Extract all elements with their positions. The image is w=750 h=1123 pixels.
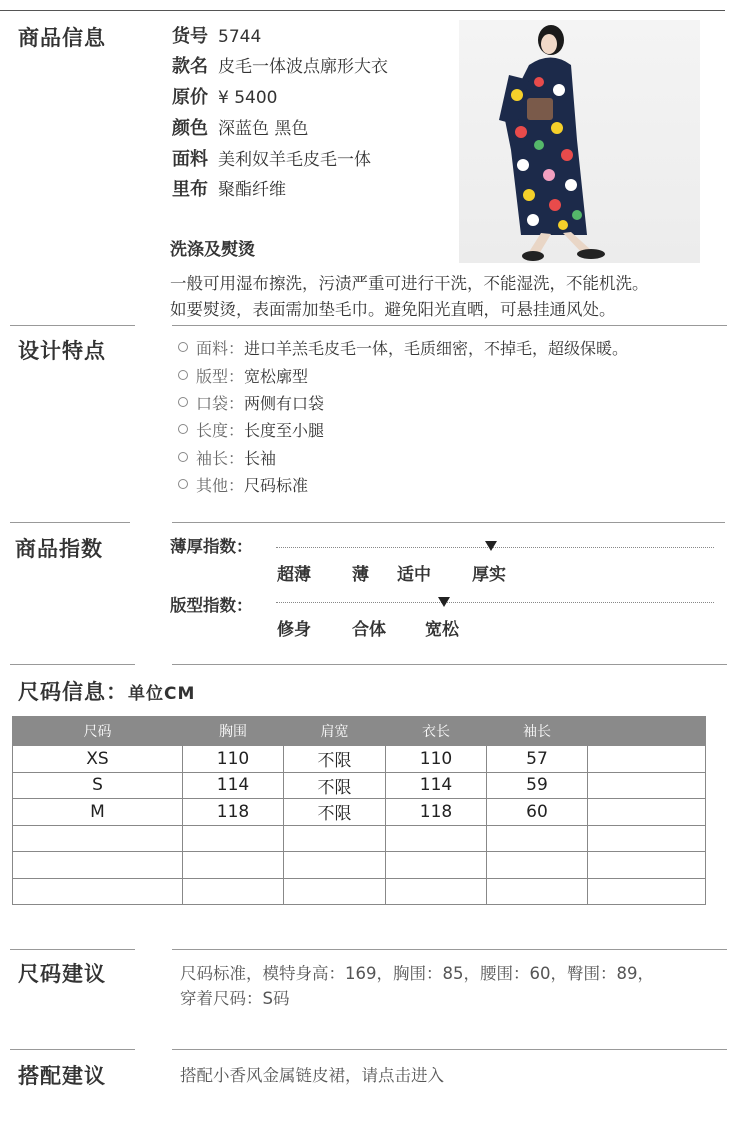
info-label: 货号	[172, 26, 208, 47]
bullet-icon	[178, 424, 188, 434]
thickness-option: 薄	[352, 565, 369, 585]
divider-right	[172, 325, 727, 326]
fit-option: 合体	[352, 620, 386, 640]
table-row	[13, 772, 706, 799]
cell	[588, 746, 706, 773]
cell	[284, 878, 386, 905]
bullet-icon	[178, 452, 188, 462]
product-photo	[459, 20, 700, 263]
info-value: 5744	[218, 27, 262, 47]
header-cell: 袖长	[487, 717, 588, 746]
info-label: 里布	[172, 179, 208, 200]
cell: 110	[183, 746, 284, 773]
fit-index-label: 版型指数：	[170, 596, 253, 615]
bullet-icon	[178, 397, 188, 407]
cell: 不限	[284, 746, 386, 773]
info-value: 聚酯纤维	[218, 180, 286, 200]
cell	[386, 825, 487, 852]
table-row	[13, 825, 706, 852]
cell	[588, 772, 706, 799]
info-label: 面料	[172, 149, 208, 170]
table-row	[13, 852, 706, 879]
table-row	[13, 799, 706, 826]
care-text-line2: 如要熨烫，表面需加垫毛巾。避免阳光直晒，可悬挂通风处。	[170, 300, 616, 319]
info-value: 皮毛一体波点廓形大衣	[218, 57, 388, 77]
cell	[13, 825, 183, 852]
cell	[13, 852, 183, 879]
info-row-lining	[172, 175, 286, 201]
info-value: 美利奴羊毛皮毛一体	[218, 150, 371, 170]
thickness-option: 适中	[397, 565, 431, 585]
divider-right	[172, 949, 727, 950]
cell	[284, 825, 386, 852]
header-cell: 肩宽	[284, 717, 386, 746]
cell: XS	[13, 746, 183, 773]
fit-marker-icon	[438, 597, 450, 607]
info-row-fabric	[172, 145, 371, 171]
divider-left	[10, 325, 135, 326]
cell: 114	[386, 772, 487, 799]
size-table	[12, 716, 706, 905]
size-advice-line1: 尺码标准，模特身高：169，胸围：85，腰围：60，臀围：89，	[180, 964, 654, 983]
cell	[284, 852, 386, 879]
feature-item: 面料：进口羊羔毛皮毛一体，毛质细密，不掉毛，超级保暖。	[178, 336, 628, 359]
cell: 57	[487, 746, 588, 773]
cell: S	[13, 772, 183, 799]
info-row-price	[172, 83, 277, 109]
table-row	[13, 746, 706, 773]
feature-item: 袖长：长袖	[178, 446, 276, 469]
size-unit: 单位CM	[128, 684, 196, 704]
cell: 110	[386, 746, 487, 773]
top-divider	[0, 10, 725, 11]
divider-left	[10, 949, 135, 950]
section-title-index: 商品指数	[15, 537, 103, 561]
cell: 118	[183, 799, 284, 826]
cell: M	[13, 799, 183, 826]
cell	[588, 825, 706, 852]
info-value: 深蓝色 黑色	[218, 119, 309, 139]
model-illustration	[459, 20, 700, 263]
cell	[183, 852, 284, 879]
cell	[487, 852, 588, 879]
info-label: 款名	[172, 56, 208, 77]
cell: 114	[183, 772, 284, 799]
divider-right	[172, 664, 727, 665]
thickness-option-selected: 厚实	[472, 565, 506, 585]
thickness-option: 超薄	[277, 565, 311, 585]
cell: 118	[386, 799, 487, 826]
feature-item: 口袋：两侧有口袋	[178, 391, 324, 414]
header-cell: 尺码	[13, 717, 183, 746]
section-title-features: 设计特点	[18, 339, 106, 363]
cell	[588, 799, 706, 826]
size-table-header	[13, 717, 706, 746]
care-title: 洗涤及熨烫	[170, 240, 255, 260]
bullet-icon	[178, 370, 188, 380]
divider-left	[10, 522, 130, 523]
cell: 不限	[284, 799, 386, 826]
cell: 不限	[284, 772, 386, 799]
info-row-color	[172, 114, 308, 140]
section-title-size-info: 尺码信息：单位CM	[18, 680, 196, 704]
table-row	[13, 878, 706, 905]
divider-left	[10, 1049, 135, 1050]
cell	[183, 825, 284, 852]
header-cell	[588, 717, 706, 746]
bullet-icon	[178, 342, 188, 352]
cell: 59	[487, 772, 588, 799]
divider-right	[172, 1049, 727, 1050]
info-row-sku	[172, 22, 261, 48]
section-title-info: 商品信息	[18, 26, 106, 50]
header-cell: 衣长	[386, 717, 487, 746]
feature-item: 其他：尺码标准	[178, 473, 308, 496]
info-value: ¥ 5400	[218, 88, 278, 108]
cell: 60	[487, 799, 588, 826]
thickness-index-label: 薄厚指数：	[170, 537, 253, 556]
feature-item: 版型：宽松廓型	[178, 364, 308, 387]
thickness-marker-icon	[485, 541, 497, 551]
cell	[183, 878, 284, 905]
cell	[487, 878, 588, 905]
section-title-size-advice: 尺码建议	[18, 962, 106, 986]
care-text-line1: 一般可用湿布擦洗，污渍严重可进行干洗，不能湿洗，不能机洗。	[170, 274, 649, 293]
info-label: 颜色	[172, 118, 208, 139]
size-advice-line2: 穿着尺码：S码	[180, 989, 290, 1008]
info-label: 原价	[172, 87, 208, 108]
cell	[588, 852, 706, 879]
fit-option: 修身	[277, 620, 311, 640]
divider-left	[10, 664, 135, 665]
cell	[386, 878, 487, 905]
fit-option-selected: 宽松	[425, 620, 459, 640]
cell	[588, 878, 706, 905]
info-row-name	[172, 52, 388, 78]
feature-item: 长度：长度至小腿	[178, 418, 324, 441]
divider-right	[172, 522, 725, 523]
match-advice-link[interactable]: 搭配小香风金属链皮裙，请点击进入	[180, 1066, 444, 1085]
bullet-icon	[178, 479, 188, 489]
cell	[386, 852, 487, 879]
cell	[487, 825, 588, 852]
section-title-match-advice: 搭配建议	[18, 1064, 106, 1088]
header-cell: 胸围	[183, 717, 284, 746]
cell	[13, 878, 183, 905]
fit-scale-line	[276, 602, 714, 603]
